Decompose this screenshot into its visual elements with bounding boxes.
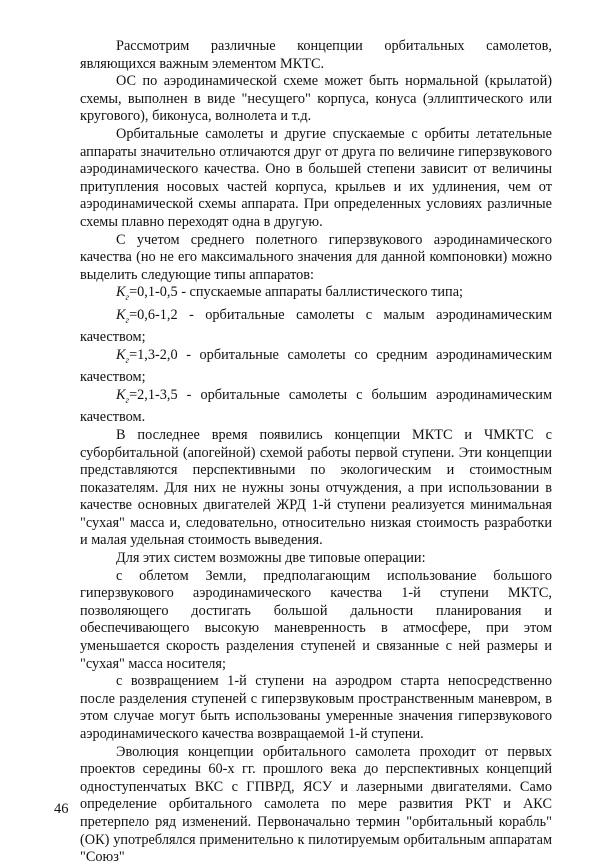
k-symbol: $K_г$ bbox=[116, 306, 130, 325]
paragraph: С учетом среднего полетного гиперзвукового аэродинамического качества (но не его максимального значения для данной компоновки) можно выделить следующие типы аппаратов: bbox=[80, 231, 552, 283]
k-item bbox=[80, 387, 552, 427]
k-description: - орбитальные самолеты с большим аэродинамическим качеством. bbox=[80, 386, 552, 426]
paragraph: Орбитальные самолеты и другие спускаемые с орбиты летательные аппараты значительно отличаются друг от друга по величине гиперзвукового аэродинамического качества. Оно в большей степени зависит от величины притупления носовых частей корпуса, крыльев и их удлинения, чем от аэродинамической схемы аппарата. При определенных условиях различные схемы плавно переходят одна в другую. bbox=[80, 125, 552, 230]
page-text bbox=[80, 38, 552, 867]
paragraph: В последнее время появились концепции МКТС и ЧМКТС с суборбитальной (апогейной) схемой работы первой ступени. Эти концепции представляются перспективными по экологическим и стоимостным показателям. Для них не нужны зоны отчуждения, а при использовании в качестве основных двигателей ЖРД 1-й ступени реализуется минимальная "сухая" масса и, следовательно, относительно низкая стоимость разработки и малая удельная стоимость выведения. bbox=[80, 426, 552, 549]
paragraph: Эволюция концепции орбитального самолета проходит от первых проектов середины 60-х гг. прошлого века до перспективных концепций одноступенчатых ВКС с ГПВРД, ЯСУ и лазерными двигателями. Само определение орбитального самолета по мере развития РКТ и АКС претерпело ряд изменений. Первоначально термин "орбитальный корабль" (ОК) употреблялся применительно к пилотируемым орбитальным аппаратам "Союз" bbox=[80, 743, 552, 866]
k-item bbox=[80, 284, 552, 306]
k-symbol: $K_г$ bbox=[116, 386, 130, 405]
k-symbol: $K_г$ bbox=[116, 284, 130, 303]
k-symbol: $K_г$ bbox=[116, 346, 130, 365]
k-description: - орбитальные самолеты с малым аэродинамическим качеством; bbox=[80, 306, 552, 346]
paragraph: ОС по аэродинамической схеме может быть нормальной (крылатой) схемы, выполнен в виде "несущего" корпуса, конуса (эллиптического или кругового), биконуса, волнолета и т.д. bbox=[80, 73, 552, 125]
k-item bbox=[80, 347, 552, 387]
k-value: =0,6-1,2 bbox=[129, 306, 178, 323]
paragraph: с облетом Земли, предполагающим использование большого гиперзвукового аэродинамического качества 1-й ступени МКТС, позволяющего достигать большой дальности планирования и обеспечивающего высокую маневренность в атмосфере, при этом уменьшается скорость разделения ступеней и связанные с ней размеры и "сухая" масса носителя; bbox=[80, 567, 552, 672]
paragraph: Для этих систем возможны две типовые операции: bbox=[116, 550, 426, 567]
k-value: =1,3-2,0 bbox=[129, 346, 178, 363]
k-value: =0,1-0,5 bbox=[129, 284, 178, 301]
page-number: 46 bbox=[54, 801, 69, 817]
paragraph: Рассмотрим различные концепции орбитальных самолетов, являющихся важным элементом МКТС. bbox=[80, 38, 552, 72]
paragraph: с возвращением 1-й ступени на аэродром старта непосредственно после разделения ступеней с гиперзвуковым пространственным маневром, в этом случае могут быть использованы умеренные значения гиперзвукового аэродинамического качества возвращаемой 1-й ступени. bbox=[80, 673, 552, 742]
k-value: =2,1-3,5 bbox=[129, 386, 178, 403]
k-item bbox=[80, 307, 552, 347]
k-description: - спускаемые аппараты баллистического типа; bbox=[177, 284, 464, 301]
k-description: - орбитальные самолеты со средним аэродинамическим качеством; bbox=[80, 346, 552, 386]
